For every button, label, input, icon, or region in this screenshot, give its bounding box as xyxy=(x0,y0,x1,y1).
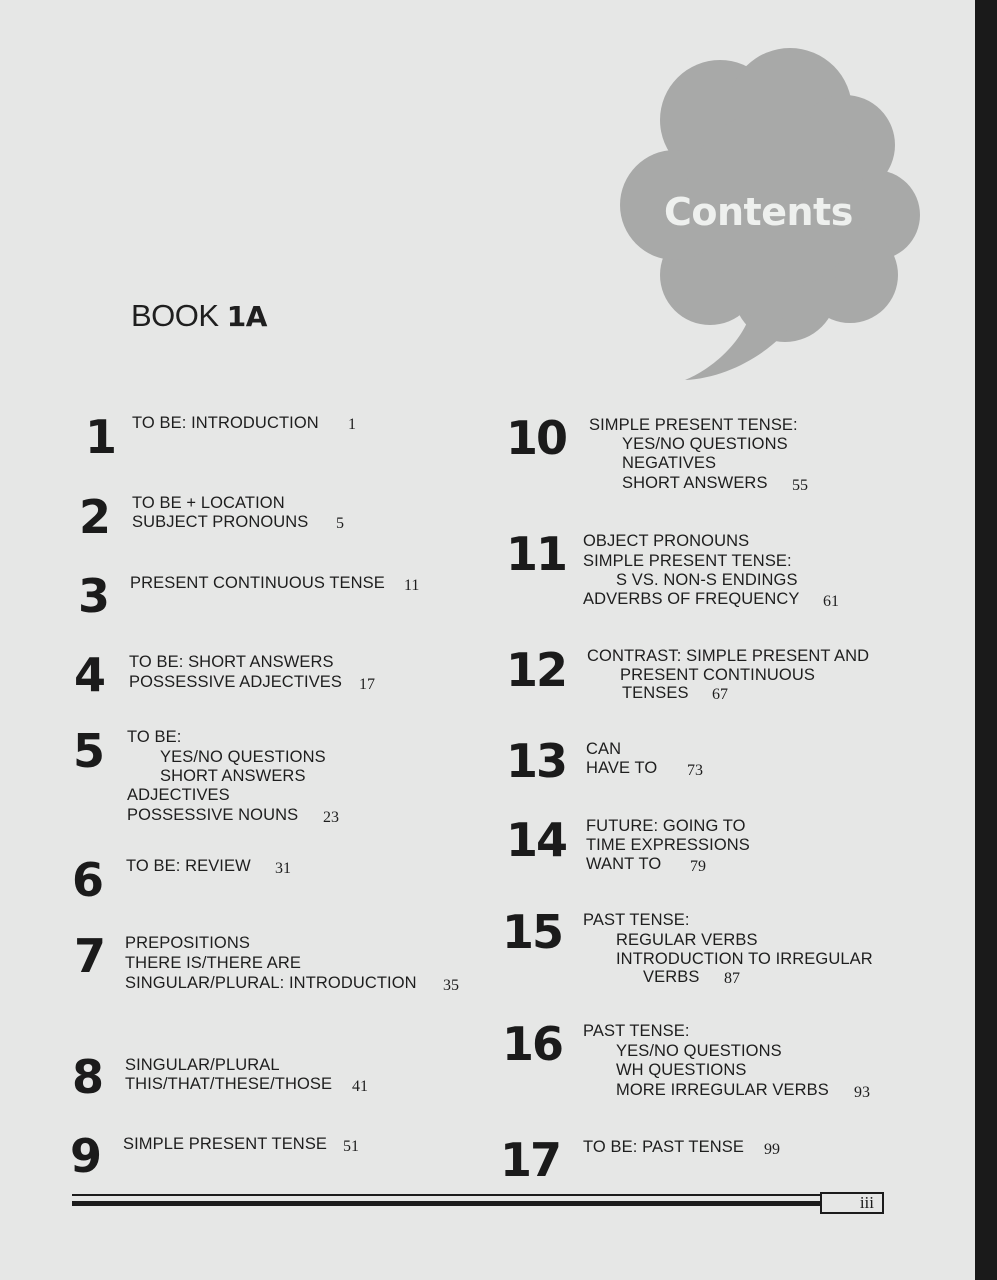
chapter-page: 51 xyxy=(343,1138,359,1155)
chapter-number: 1 xyxy=(85,410,116,464)
chapter-topic: WH QUESTIONS xyxy=(616,1061,747,1079)
chapter-topic: ADJECTIVES xyxy=(127,786,230,804)
chapter-topic: INTRODUCTION TO IRREGULAR xyxy=(616,950,873,968)
page-folio: iii xyxy=(820,1192,884,1214)
chapter-topic: MORE IRREGULAR VERBS xyxy=(616,1081,829,1099)
chapter-topic: SIMPLE PRESENT TENSE: xyxy=(589,416,798,434)
chapter-page: 99 xyxy=(764,1141,780,1158)
chapter-topic: YES/NO QUESTIONS xyxy=(622,435,788,453)
chapter-topic: TO BE: REVIEW xyxy=(126,857,251,875)
chapter-topic: PAST TENSE: xyxy=(583,1022,690,1040)
chapter-topic: CONTRAST: SIMPLE PRESENT AND xyxy=(587,647,870,665)
chapter-topic: SINGULAR/PLURAL: INTRODUCTION xyxy=(125,974,417,992)
chapter-number: 5 xyxy=(73,724,104,778)
chapter-number: 13 xyxy=(506,734,567,788)
chapter-topic: PAST TENSE: xyxy=(583,911,690,929)
book-id: 1A xyxy=(226,300,267,333)
chapter-topic: ADVERBS OF FREQUENCY xyxy=(583,590,800,608)
chapter-topic: NEGATIVES xyxy=(622,454,717,472)
footer-rule-thick xyxy=(72,1201,820,1206)
chapter-topic: CAN xyxy=(586,740,622,758)
chapter-topic: HAVE TO xyxy=(586,759,658,777)
chapter-page: 17 xyxy=(359,676,375,693)
chapter-number: 14 xyxy=(506,813,567,867)
chapter-number: 7 xyxy=(74,929,105,983)
chapter-topic: OBJECT PRONOUNS xyxy=(583,532,750,550)
chapter-page: 55 xyxy=(792,477,808,494)
chapter-topic: PRESENT CONTINUOUS xyxy=(620,666,815,684)
chapter-page: 31 xyxy=(275,860,291,877)
book-label: BOOK xyxy=(131,298,219,333)
chapter-page: 79 xyxy=(690,858,706,875)
chapter-number: 3 xyxy=(78,569,109,623)
chapter-number: 15 xyxy=(502,905,563,959)
footer-rule xyxy=(72,1194,820,1196)
chapter-page: 5 xyxy=(336,515,344,532)
chapter-topic: POSSESSIVE ADJECTIVES xyxy=(129,673,343,691)
chapter-topic: YES/NO QUESTIONS xyxy=(616,1042,782,1060)
chapter-page: 1 xyxy=(348,416,356,433)
chapter-topic: VERBS xyxy=(643,968,700,986)
chapter-number: 11 xyxy=(506,527,567,581)
chapter-topic: TO BE: PAST TENSE xyxy=(583,1138,744,1156)
chapter-page: 67 xyxy=(712,686,728,703)
chapter-page: 93 xyxy=(854,1084,870,1101)
chapter-topic: SINGULAR/PLURAL xyxy=(125,1056,280,1074)
chapter-topic: FUTURE: GOING TO xyxy=(586,817,746,835)
chapter-page: 35 xyxy=(443,977,459,994)
chapter-topic: TIME EXPRESSIONS xyxy=(586,836,750,854)
chapter-number: 8 xyxy=(72,1050,103,1104)
chapter-number: 12 xyxy=(506,643,567,697)
chapter-page: 73 xyxy=(687,762,703,779)
chapter-topic: SUBJECT PRONOUNS xyxy=(132,513,309,531)
chapter-topic: SHORT ANSWERS xyxy=(160,767,306,785)
chapter-topic: TO BE: SHORT ANSWERS xyxy=(129,653,334,671)
book-heading xyxy=(131,298,267,334)
chapter-topic: TENSES xyxy=(622,684,689,702)
chapter-number: 2 xyxy=(79,490,110,544)
chapter-topic: TO BE: INTRODUCTION xyxy=(132,414,319,432)
chapter-topic: SIMPLE PRESENT TENSE xyxy=(123,1135,328,1153)
chapter-topic: POSSESSIVE NOUNS xyxy=(127,806,299,824)
chapter-page: 87 xyxy=(724,970,740,987)
chapter-page: 11 xyxy=(404,577,420,594)
chapter-topic: TO BE + LOCATION xyxy=(132,494,285,512)
chapter-number: 16 xyxy=(502,1017,563,1071)
chapter-number: 9 xyxy=(70,1129,101,1183)
chapter-topic: TO BE: xyxy=(127,728,182,746)
chapter-topic: S VS. NON-S ENDINGS xyxy=(616,571,798,589)
chapter-number: 6 xyxy=(72,853,103,907)
chapter-page: 41 xyxy=(352,1078,368,1095)
chapter-topic: PREPOSITIONS xyxy=(125,934,250,952)
contents-title: Contents xyxy=(664,190,853,234)
chapter-topic: PRESENT CONTINUOUS TENSE xyxy=(130,574,385,592)
chapter-topic: THERE IS/THERE ARE xyxy=(125,954,302,972)
chapter-number: 10 xyxy=(506,411,567,465)
chapter-topic: SHORT ANSWERS xyxy=(622,474,768,492)
chapter-topic: THIS/THAT/THESE/THOSE xyxy=(125,1075,333,1093)
chapter-topic: WANT TO xyxy=(586,855,662,873)
chapter-page: 23 xyxy=(323,809,339,826)
chapter-topic: SIMPLE PRESENT TENSE: xyxy=(583,552,792,570)
chapter-page: 61 xyxy=(823,593,839,610)
chapter-topic: REGULAR VERBS xyxy=(616,931,758,949)
chapter-number: 4 xyxy=(74,648,105,702)
chapter-topic: YES/NO QUESTIONS xyxy=(160,748,326,766)
chapter-number: 17 xyxy=(500,1133,561,1187)
